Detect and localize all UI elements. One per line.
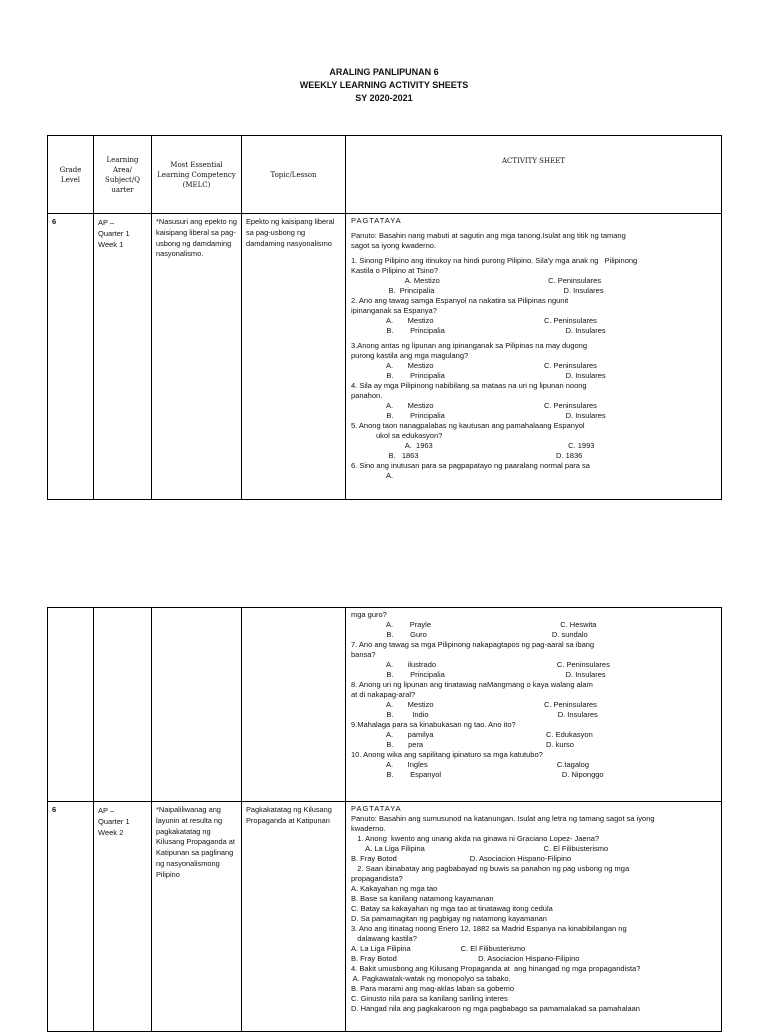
activity-line: B. Principalia D. Insulares — [351, 411, 606, 420]
activity-line: A. — [351, 471, 394, 480]
activity-line: 7. Ano ang tawag sa mga Pilipinong nakapagtapos ng pag-aaral sa ibang — [351, 640, 595, 649]
activity-line: A. Ingles C.tagalog — [351, 760, 589, 769]
activity-line: PAGTATAYA — [351, 216, 402, 225]
activity-line: 8. Anong uri ng lipunan ang tinatawag naMangmang o kaya walang alam — [351, 680, 593, 689]
activity-line: B. Fray Botod D. Asociacion Hispano-Filipino — [351, 954, 580, 963]
activity-line: B. 1863 D. 1836 — [351, 451, 583, 460]
activity-line: bansa? — [351, 650, 376, 659]
activity-line: A. 1963 C. 1993 — [351, 441, 595, 450]
activity-line: B. Espanyol D. Niponggo — [351, 770, 604, 779]
week1-grade: 6 — [48, 214, 94, 500]
activity-line: D. Sa pamamagitan ng pagbigay ng natamong kayamanan — [351, 914, 547, 923]
header-subject: ARALING PANLIPUNAN 6 — [329, 67, 439, 77]
activity-table-page1 — [47, 135, 722, 500]
activity-line: A. Mestizo C. Peninsulares — [351, 700, 597, 709]
activity-line: Kastila o Pilipino at Tsino? — [351, 266, 438, 275]
activity-line: A. pamilya C. Edukasyon — [351, 730, 593, 739]
activity-line: Panuto: Basahin nang mabuti at sagutin ang mga tanong.Isulat ang titik ng tamang — [351, 231, 626, 240]
week1-activity — [346, 214, 722, 500]
activity-line: sagot sa iyong kwaderno. — [351, 241, 437, 250]
week2-activity — [346, 802, 722, 1032]
activity-line: A. Mestizo C. Peninsulares — [351, 401, 597, 410]
week2-grade: 6 — [48, 802, 94, 1032]
col-header-activity: ACTIVITY SHEET — [346, 136, 722, 214]
activity-table-page2 — [47, 607, 722, 1032]
activity-line: A. La Liga Filipina C. El Filibusterismo — [351, 844, 609, 853]
activity-line: D. Hangad nila ang pagkakaroon ng mga pagbabago sa pamamalakad sa pamahalaan — [351, 1004, 640, 1013]
activity-line: B. pera D. kurso — [351, 740, 574, 749]
col-header-grade: Grade Level — [48, 136, 94, 214]
week1-area: AP – Quarter 1 Week 1 — [94, 214, 152, 500]
activity-line: purong kastila ang mga magulang? — [351, 351, 469, 360]
activity-line: 6. Sino ang inutusan para sa pagpapatayo ng paaralang normal para sa — [351, 461, 590, 470]
week1-topic: Epekto ng kaisipang liberal sa pag-usbong ng damdaming nasyonalismo — [242, 214, 346, 500]
activity-line: dalawang kastila? — [351, 934, 417, 943]
activity-line: ipinanganak sa Espanya? — [351, 306, 437, 315]
week2-topic: Pagkakatatag ng Kilusang Propaganda at Katipunan — [242, 802, 346, 1032]
activity-line: A. Pagkawatak-watak ng monopolyo sa tabako. — [351, 974, 511, 983]
activity-line: A. Mestizo C. Peninsulares — [351, 361, 597, 370]
activity-line: A. ilustrado C. Peninsulares — [351, 660, 610, 669]
activity-line: 10. Anong wika ang sapilitang ipinaturo sa mga katutubo? — [351, 750, 543, 759]
activity-line: B. Principalia D. Insulares — [351, 670, 606, 679]
activity-line: 1. Sinong Pilipino ang itinukoy na hindi purong Pilipino. Sila'y mga anak ng Pilipinong — [351, 256, 638, 265]
week2-area: AP – Quarter 1 Week 2 — [94, 802, 152, 1032]
activity-line: 1. Anong kwento ang unang akda na ginawa ni Graciano Lopez- Jaena? — [351, 834, 600, 843]
header-title: WEEKLY LEARNING ACTIVITY SHEETS — [299, 80, 469, 90]
document-header — [0, 66, 768, 105]
activity-line: B. Principalia D. Insulares — [351, 371, 606, 380]
activity-line: 5. Anong taon nanagpalabas ng kautusan ang pamahalaang Espanyol — [351, 421, 585, 430]
activity-line: 3.Anong antas ng lipunan ang ipinanganak sa Pilipinas na may dugong — [351, 341, 588, 350]
activity-line: B. Principalia D. Insulares — [351, 326, 606, 335]
activity-line: ukol sa edukasyon? — [351, 431, 443, 440]
activity-line: at di nakapag-aral? — [351, 690, 416, 699]
activity-line: 4. Sila ay mga Pilipinong nabibilang sa mataas na uri ng lipunan noong — [351, 381, 587, 390]
activity-line: Panuto: Basahin ang sumusunod na katanungan. Isulat ang letra ng tamang sagot sa iyong — [351, 814, 655, 823]
activity-line: B. Principalia D. Insulares — [351, 286, 604, 295]
activity-line: kwaderno. — [351, 824, 386, 833]
activity-line: 9.Mahalaga para sa kinabukasan ng tao. Ano ito? — [351, 720, 516, 729]
activity-line: propagandista? — [351, 874, 403, 883]
activity-line: B. Base sa kanilang natamong kayamanan — [351, 894, 494, 903]
activity-line: B. Fray Botod D. Asociacion Hispano-Filipino — [351, 854, 572, 863]
activity-line: A. Prayle C. Heswita — [351, 620, 597, 629]
col-header-melc: Most Essential Learning Competency (MELC) — [152, 136, 242, 214]
activity-line: mga guro? — [351, 610, 387, 619]
week1-melc: *Nasusuri ang epekto ng kaisipang liberal sa pag-usbong ng damdaming nasyonalismo. — [152, 214, 242, 500]
col-header-area: Learning Area/ Subject/Q uarter — [94, 136, 152, 214]
activity-line: B. Indio D. Insulares — [351, 710, 598, 719]
activity-line: panahon. — [351, 391, 383, 400]
activity-line: C. Ginusto nila para sa kanilang sariling interes — [351, 994, 508, 1003]
activity-line: B. Guro D. sundalo — [351, 630, 588, 639]
col-header-topic: Topic/Lesson — [242, 136, 346, 214]
activity-line: 2. Saan ibinabatay ang pagbabayad ng buwis sa panahon ng pag usbong ng mga — [351, 864, 630, 873]
activity-line: A. La Liga Filipina C. El Filibusterismo — [351, 944, 526, 953]
activity-line: C. Batay sa kakayahan ng mga tao at tinatawag itong cedula — [351, 904, 553, 913]
week1-activity-continued — [346, 608, 722, 802]
activity-line: B. Para marami ang mag-aklas laban sa gobemo — [351, 984, 515, 993]
activity-line: 4. Bakit umusbong ang Kilusang Propaganda at ang hinangad ng mga propagandista? — [351, 964, 641, 973]
activity-line: 2. Ano ang tawag samga Espanyol na nakatira sa Pilipinas ngunit — [351, 296, 569, 305]
week2-melc: *Naipaliliwanag ang layunin at resulta ng pagkakatatag ng Kilusang Propaganda at Katipunan sa paglinang ng nasyonalismong Pilipino — [152, 802, 242, 1032]
activity-line: PAGTATAYA — [351, 804, 402, 813]
activity-line: A. Mestizo C. Peninsulares — [351, 276, 602, 285]
activity-line: 3. Ano ang itinatag noong Enero 12, 1882 sa Madrid Espanya na kinabibilangan ng — [351, 924, 627, 933]
header-school-year: SY 2020-2021 — [355, 93, 413, 103]
activity-line: A. Kakayahan ng mga tao — [351, 884, 438, 893]
activity-line: A. Mestizo C. Peninsulares — [351, 316, 597, 325]
